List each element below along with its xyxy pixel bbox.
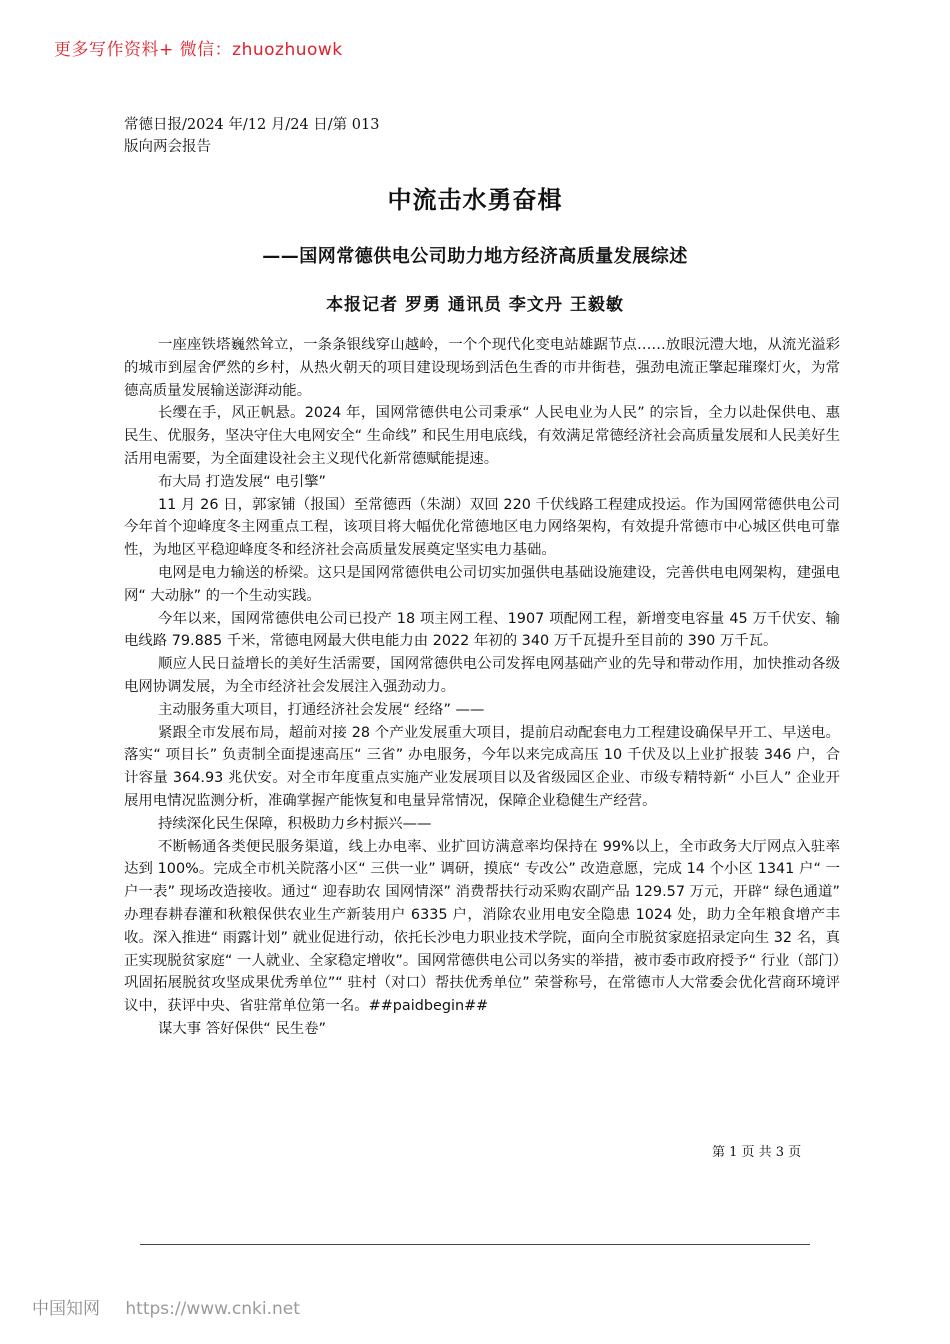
paragraph: 顺应人民日益增长的美好生活需要，国网常德供电公司发挥电网基础产业的先导和带动作用，加快推动各级电网协调发展，为全市经济社会发展注入强劲动力。	[124, 656, 840, 695]
section-heading: 主动服务重大项目，打通经济社会发展“ 经络” ——	[158, 701, 485, 718]
article-meta	[124, 114, 379, 158]
article-title: 中流击水勇奋楫	[387, 186, 563, 214]
paragraph: 电网是电力输送的桥梁。这只是国网常德供电公司切实加强供电基础设施建设，完善供电电网架构，建强电网“ 大动脉” 的一个生动实践。	[124, 564, 840, 604]
cnki-logo: 中国知网	[32, 1299, 100, 1319]
paragraph: 一座座铁塔巍然耸立，一条条银线穿山越岭，一个个现代化变电站雄踞节点……放眼沅澧大地，从流光溢彩的城市到屋舍俨然的乡村，从热火朝天的项目建设现场到活色生香的市井街巷，强劲电流正擎起璀璨灯火，为常德高质量发展输送澎湃动能。	[124, 337, 840, 399]
article-subtitle: ——国网常德供电公司助力地方经济高质量发展综述	[262, 246, 688, 267]
byline: 本报记者 罗勇 通讯员 李文丹 王毅敏	[326, 295, 624, 315]
cnki-watermark	[32, 1294, 300, 1319]
cnki-url: https://www.cnki.net	[125, 1299, 300, 1319]
paragraph: 不断畅通各类便民服务渠道，线上办电率、业扩回访满意率均保持在 99%以上，全市政务大厅网点入驻率达到 100%。完成全市机关院落小区“ 三供一业” 调研，摸底“ 专改公” 改造意愿，完成 14 个小区 1341 户“ 一户一表” 现场改造接收。通过“ 迎春助农 国网情深” 消费帮扶行动采购农副产品 129.57 万元，开辟“ 绿色通道” 办理春耕春灌和秋粮保供农业生产新装用户 6335 户，消除农业用电安全隐患 1024 处，助力全年粮食增产丰收。深入推进“ 雨露计划” 就业促进行动，依托长沙电力职业技术学院，面向全市脱贫家庭招录定向生 32 名，真正实现脱贫家庭“ 一人就业、全家稳定增收”。国网常德供电公司以务实的举措，被市委市政府授予“ 行业（部门）巩固拓展脱贫攻坚成果优秀单位”“ 驻村（对口）帮扶优秀单位” 荣誉称号，在常德市人大常委会优化营商环境评议中，获评中央、省驻常单位第一名。##paidbegin##	[124, 838, 840, 1015]
section-heading: 布大局 打造发展“ 电引擎”	[158, 473, 326, 490]
section-line: 版向两会报告	[124, 139, 211, 155]
page-indicator: 第 1 页 共 3 页	[712, 1145, 802, 1160]
paragraph: 长缨在手，风正帆悬。2024 年，国网常德供电公司秉承“ 人民电业为人民” 的宗旨，全力以赴保供电、惠民生、优服务，坚决守住大电网安全“ 生命线” 和民生用电底线，有效满足常德经济社会高质量发展和人民美好生活用电需要，为全面建设社会主义现代化新常德赋能提速。	[124, 405, 840, 467]
footer-divider	[140, 1244, 810, 1245]
section-heading: 谋大事 答好保供“ 民生卷”	[158, 1020, 326, 1037]
section-heading: 持续深化民生保障，积极助力乡村振兴——	[158, 815, 432, 832]
paragraph: 11 月 26 日，郭家铺（报国）至常德西（朱湖）双回 220 千伏线路工程建成投运。作为国网常德供电公司今年首个迎峰度冬主网重点工程，该项目将大幅优化常德地区电力网络架构，有效提升常德市中心城区供电可靠性，为地区平稳迎峰度冬和经济社会高质量发展奠定坚实电力基础。	[124, 496, 840, 559]
promo-banner: 更多写作资料+ 微信：zhuozhuowk	[54, 40, 343, 60]
paragraph: 紧跟全市发展布局，超前对接 28 个产业发展重大项目，提前启动配套电力工程建设确保早开工、早送电。落实“ 项目长” 负责制全面提速高压“ 三省” 办电服务，今年以来完成高压 10 千伏及以上业扩报装 346 户，合计容量 364.93 兆伏安。对全市年度重点实施产业发展项目以及省级园区企业、市级专精特新“ 小巨人” 企业开展用电情况监测分析，准确掌握产能恢复和电量异常情况，保障企业稳健生产经营。	[124, 724, 840, 809]
paragraph: 今年以来，国网常德供电公司已投产 18 项主网工程、1907 项配网工程，新增变电容量 45 万千伏安、输电线路 79.885 千米，常德电网最大供电能力由 2022 年初的 340 万千瓦提升至目前的 390 万千瓦。	[124, 610, 840, 650]
article-body	[124, 334, 840, 1041]
source-line: 常德日报/2024 年/12 月/24 日/第 013	[124, 117, 380, 133]
